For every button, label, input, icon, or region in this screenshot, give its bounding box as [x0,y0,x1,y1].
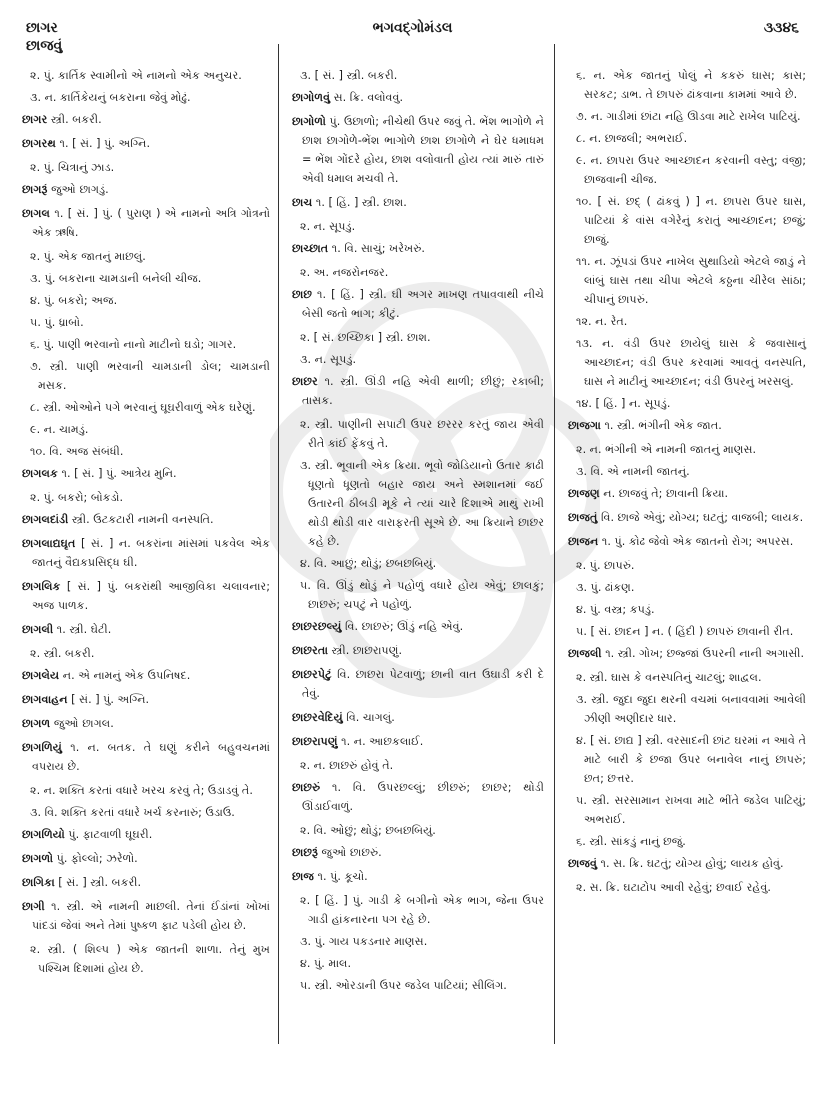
definition-text: ૨. સ. ક્રિ. ઘટાટોપ આવી રહેવું; છવાઈ રહેવું. [576,881,771,894]
page-header [0,8,825,54]
definition-text: ૨. પું. કાર્તિક સ્વામીનો એ નામનો એક અનુચર. [30,69,242,82]
definition-text: ૧. [ સં. ] પું. અગ્નિ. [55,137,151,150]
dictionary-entry [22,464,270,483]
definition-text: ન. છાજવું તે; છાવાની ક્રિયા. [599,487,729,500]
headword: છાછરાપણું [292,735,338,748]
definition-text: ૯. ન. ચામડું. [30,423,89,436]
dictionary-entry [22,577,270,615]
dictionary-entry [292,641,544,660]
definition-text: ૩. ન. કાર્તિકેયનું બકરાના જેવું મોઢું. [30,91,191,104]
dictionary-entry [568,532,806,551]
headword: છાગળ [22,717,51,730]
dictionary-entry [22,180,270,199]
definition-text: વિ. છાછરું; ઊંડું નહિ એવું. [341,620,464,633]
dictionary-entry [292,617,544,636]
headword: છાગળિયો [22,828,65,841]
entry-sense [568,129,806,148]
entry-sense [22,158,270,177]
definition-text: ૧. [ હિં. ] સ્ત્રી. ઘી અગર માખણ તપાવવાથી નીચે બેસી જતો ભાગ; કીટું. [302,288,544,320]
headword: છાગવાહન [22,693,68,706]
definition-text: ૧૧. ન. ઝૂંપડાં ઉપર નાખેલ સુથાડિયો એટલે જાડું ને લાંબું ઘાસ તથા ચીપા એટલે કઠ્ઠના ચીરેલ સાંઠા; ચીપાનું છાપરું. [576,255,806,306]
definition-text: ૧૩. ન. વંડી ઉપર છાયેલું ઘાસ કે જવાસાનું આચ્છાદન; વંડી ઉપર કરવામાં આવતું વનસ્પતિ, ઘાસ ને માટીનું આચ્છાદન; વંડી ઉપરનું ખરસલું. [576,337,806,388]
definition-text: ૩. પું. બકરાના ચામડાની બનેલી ચીજ. [30,272,202,285]
definition-text: પું. ફોલ્લો; ઝરેળો. [53,852,138,865]
entry-sense [22,940,270,978]
definition-text: વિ. છાછરા પેટવાળું; છાની વાત ઉઘાડી કરી દે તેવું. [302,668,544,700]
definition-text: જુઓ છાગલ. [50,717,114,730]
dictionary-entry [22,204,270,242]
entry-sense [568,151,806,189]
entry-sense [22,442,270,461]
entry-sense [568,600,806,619]
definition-text: ૪. [ સં. છાદ્ય ] સ્ત્રી. વરસાદની છાંટ ઘરમાં ન આવે તે માટે બારી કે છજા ઉપર બનાવેલ નાનું છાપરું; છત; છત્તર. [576,734,806,785]
definition-text: ૪. પું. બકરો; અજ. [30,294,118,307]
headword: છાજન [568,535,599,548]
headword: છાગલદાંડી [22,513,69,526]
definition-text: વિ. છાજે એવું; યોગ્ય; ઘટતું; વાજબી; લાયક. [597,511,804,524]
definition-text: ૮. ન. છાજલી; અભરાઈ. [576,132,688,145]
entry-sense [292,415,544,453]
entry-sense [568,878,806,897]
definition-text: ૧. ન. આછકલાઈ. [337,735,424,748]
definition-text: ૬. ન. એક જાતનું પોલું ને કકરું ઘાસ; કાસ; સરકટ; ડાભ. તે છાપરું ઢાંકવાના કામમાં આવે છે. [576,69,806,101]
dictionary-columns [22,66,807,1066]
entry-sense [22,420,270,439]
headword: છાગલેય [22,669,60,682]
definition-text: ૨. અ. નજરોનજર. [300,266,389,279]
dictionary-entry [22,714,270,733]
dictionary-entry [292,843,544,862]
entry-sense [22,781,270,800]
definition-text: પું. ફાટવાળી ઘૂઘરી. [64,828,153,841]
headword: છાછરતા [292,644,328,657]
definition-text: ૨. ન. ભંગીની એ નામની જાતનું માણસ. [576,443,757,456]
headword: છાછર [292,375,318,388]
definition-text: ન. એ નામનું એક ઉપનિષદ. [59,669,191,682]
dictionary-entry [22,534,270,572]
guide-word-first: છાગર [26,20,58,36]
entry-sense [292,821,544,840]
entry-sense [292,576,544,614]
entry-sense [22,357,270,395]
dictionary-entry [292,88,544,107]
definition-text: ૨. સ્ત્રી. પાણીની સપાટી ઉપર છરરર કરતું જાય એવી રીતે કાંઈ ફેંકવું તે. [300,418,544,450]
definition-text: ૨. પું. એક જાતનું માછલું. [30,250,146,263]
definition-text: ૧. વિ. સાચું; ખરેખરું. [328,242,425,255]
entry-sense [568,192,806,249]
headword: છાગિકા [22,876,55,889]
entry-sense [568,66,806,104]
entry-sense [22,335,270,354]
definition-text: ૩. પું. ગાય પકડનાર માણસ. [300,935,428,948]
book-title: ભગવદ્ગોમંડલ [372,20,453,36]
entry-sense [22,488,270,507]
definition-text: જુઓ છાગડું. [47,183,109,196]
entry-sense [22,269,270,288]
entry-sense [292,456,544,551]
dictionary-entry [292,239,544,258]
definition-text: ૩. વિ. શક્તિ કરતાં વધારે ખર્ચ કરનારું; ઉડાઉ. [30,806,235,819]
dictionary-entry [22,666,270,685]
headword: છાગર [22,113,48,126]
dictionary-entry [22,873,270,892]
entry-sense [568,556,806,575]
headword: છાજતું [568,511,598,524]
entry-sense [22,291,270,310]
dictionary-entry [22,510,270,529]
definition-text: સ્ત્રી. છાછરાપણું. [327,644,403,657]
entry-sense [292,954,544,973]
entry-sense [292,891,544,929]
column-divider [278,44,279,1044]
definition-text: ૨. પું. છાપરું. [576,559,635,572]
entry-sense [22,803,270,822]
headword: છાછ [292,288,313,301]
entry-sense [292,263,544,282]
dictionary-entry [568,508,806,527]
definition-text: ૫. [ સં. છાદન ] ન. ( હિંદી ) છાપરું છાવાની રીત. [576,625,794,638]
column-2 [284,66,550,1056]
headword: છાચ [292,196,313,209]
headword: છાગળિયું [22,741,62,754]
headword: છાજવું [568,857,597,870]
entry-sense [568,252,806,309]
entry-sense [292,217,544,236]
dictionary-entry [22,849,270,868]
entry-sense [568,312,806,331]
column-3 [560,66,812,1056]
definition-text: ૫. સ્ત્રી. ઓરડાની ઉપર જડેલ પાટિયાં; સીલિંગ. [300,979,507,992]
headword: છાજગા [568,419,601,432]
definition-text: [ સં. ] પું. અગ્નિ. [67,693,150,706]
headword: છાગોળવું [292,91,331,104]
dictionary-entry [292,778,544,816]
definition-text: ૧. સ્ત્રી. ગોખ; છજ્જાં ઉપરની નાની અગાસી. [601,647,805,660]
entry-sense [568,394,806,413]
headword: છાછરવેદિયું [292,711,343,724]
entry-sense [292,66,544,85]
dictionary-entry [292,732,544,751]
dictionary-entry [292,193,544,212]
definition-text: ૪. પું. વસ્ત્ર; કપડું. [576,603,655,616]
entry-sense [292,976,544,995]
dictionary-entry [568,644,806,663]
headword: છાગી [22,900,45,913]
dictionary-entry [568,854,806,873]
entry-sense [292,932,544,951]
definition-text: ૧૪. [ હિં. ] ન. સૂપડું. [576,397,671,410]
entry-sense [22,88,270,107]
dictionary-entry [22,110,270,129]
definition-text: ૧. સ્ત્રી. ઘેટી. [53,623,112,636]
dictionary-entry [568,484,806,503]
definition-text: ૮. સ્ત્રી. ઓઓને પગે ભરવાનું ઘૂઘરીવાળું એક ઘરેણું. [30,401,256,414]
definition-text: ૧. [ સં. ] પું. આત્રેય મુનિ. [57,467,177,480]
definition-text: ૧૦. વિ. અજ સંબંધી. [30,445,124,458]
entry-sense [568,690,806,728]
entry-sense [22,247,270,266]
entry-sense [568,731,806,788]
dictionary-entry [292,112,544,188]
dictionary-entry [292,372,544,410]
definition-text: ૩. સ્ત્રી. જુદા જુદા થરની વચમાં બનાવવામાં આવેલી ઝીણી અણીદાર ધાર. [576,693,806,725]
definition-text: ૩. સ્ત્રી. ભૂવાની એક ક્રિયા. ભૂવો જોડિયાનો ઉતાર કાઢી ધૂણતો ધૂણતો બહાર જાય અને સ્મશાનમાં જઈ ઉતારની ઠીબડી મૂકે ને ત્યાં ચારે દિશાએ માથું રાખી થોડી થોડી વાર વારાફરતી સૂએ છે. આ ક્રિયાને છાછર કહે છે. [300,459,544,548]
headword: છાછરછલ્યું [292,620,342,633]
entry-sense [568,107,806,126]
definition-text: ૧. સ્ત્રી. ઊંડી નહિ એવી થાળી; છીછું; રકાબી; તાસક. [302,375,544,407]
dictionary-entry [22,825,270,844]
entry-sense [292,554,544,573]
entry-sense [292,328,544,347]
definition-text: [ સં. ] ન. બકરાંના માંસમાં પકવેલ એક જાતનું વૈદ્યકપ્રસિદ્ધ ઘી. [32,537,270,569]
definition-text: સ. ક્રિ. વલોવવું. [330,91,404,104]
definition-text: ૧. વિ. ઉપરછલ્લું; છીછરું; છાછર; થોડી ઊંડાઈવાળું. [302,781,544,813]
entry-sense [568,440,806,459]
page-number: ૩૩૪૬ [763,20,799,36]
definition-text: ૨. સ્ત્રી. ઘાસ કે વનસ્પતિનું ચાટલું; શાદ્વલ. [576,671,762,684]
definition-text: ૧૦. [ સં. છદ્ ( ઢાંકવું ) ] ન. છાપરા ઉપર ઘાસ, પાટિયાં કે વાંસ વગેરેનું કરાતું આચ્છાદન; છજું; છાજું. [576,195,806,246]
definition-text: ૧. [ હિં. ] સ્ત્રી. છાશ. [312,196,407,209]
definition-text: [ સં. ] સ્ત્રી. બકરી. [54,876,142,889]
definition-text: ૨. પું. ચિત્રાનું ઝાડ. [30,161,115,174]
dictionary-entry [22,690,270,709]
entry-sense [22,66,270,85]
definition-text: ૨. સ્ત્રી. ( શિલ્પ ) એક જાતની શાળા. તેનું મુખ પશ્ચિમ દિશામાં હોય છે. [30,943,270,975]
definition-text: ૬. પું. પાણી ભરવાનો નાનો માટીનો ઘડો; ગાગર. [30,338,237,351]
headword: છાગલિક [22,580,61,593]
definition-text: ૧. સ. ક્રિ. ઘટતું; યોગ્ય હોવું; લાયક હોવું. [596,857,784,870]
definition-text: ૧. [ સં. ] પું. ( પુરાણ ) એ નામનો અત્રિ ગોત્રનો એક ઋષિ. [32,207,270,239]
entry-sense [22,398,270,417]
headword: છાગોળો [292,115,326,128]
definition-text: ૨. પું. બકરો; બોકડો. [30,491,124,504]
definition-text: ૨. ન. શક્તિ કરતાં વધારે ખરચ કરવું તે; ઉડાડવું તે. [30,784,253,797]
definition-text: ૩. વિ. એ નામની જાતનું. [576,465,690,478]
definition-text: ૧. પું. કૂચો. [313,870,368,883]
definition-text: વિ. ચાગલું. [342,711,395,724]
entry-sense [568,334,806,391]
definition-text: ૧. પું. કોઢ જેવો એક જાતનો રોગ; અપરસ. [598,535,794,548]
headword: છાગલાદ્યઘૃત [22,537,76,550]
guide-word-last: છાજવું [26,38,63,54]
definition-text: ૩. ન. સૂપડું. [300,353,357,366]
entry-sense [568,832,806,851]
dictionary-entry [292,708,544,727]
definition-text: [ સં. ] પું. બકરાંથી આજીવિકા ચલાવનાર; અજ પાળક. [32,580,270,612]
definition-text: ૭. ન. ગાડીમાં છાંટા નહિ ઊડવા માટે રાખેલ પાટિયું. [576,110,801,123]
definition-text: ૨. [ સં. છચ્છિકા ] સ્ત્રી. છાશ. [300,331,431,344]
headword: છાજણ [568,487,600,500]
entry-sense [292,756,544,775]
headword: છાગલ [22,207,51,220]
definition-text: ૩. પું. ઢાંકણ. [576,581,635,594]
dictionary-entry [292,665,544,703]
definition-text: સ્ત્રી. ઉટકટારી નામની વનસ્પતિ. [68,513,214,526]
entry-sense [568,668,806,687]
headword: છાજલી [568,647,602,660]
dictionary-entry [22,738,270,776]
dictionary-entry [568,416,806,435]
headword: છાગલી [22,623,54,636]
dictionary-entry [22,620,270,639]
definition-text: ૧. ન. બતક. તે ઘણું કરીને બહુવચનમાં વપરાય છે. [32,741,270,773]
definition-text: ૭. સ્ત્રી. પાણી ભરવાની ચામડાની ડોલ; ચામડાની મસક. [30,360,270,392]
definition-text: ૨. ન. સૂપડું. [300,220,356,233]
definition-text: ૫. પું. ધ્રાબો. [30,316,84,329]
definition-text: ૧૨. ન. રેત. [576,315,628,328]
definition-text: ૨. [ હિં. ] પું. ગાડી કે બગીનો એક ભાગ, જેના ઉપર ગાડી હાંકનારના પગ રહે છે. [300,894,544,926]
definition-text: જુઓ છાછરું. [318,846,382,859]
entry-sense [22,313,270,332]
definition-text: ૨. સ્ત્રી. બકરી. [30,647,95,660]
definition-text: ૪. વિ. આછું; થોડું; છબછબિયું. [300,557,437,570]
entry-sense [22,644,270,663]
definition-text: ૨. ન. છાછરું હોવું તે. [300,759,394,772]
column-1 [22,66,276,1056]
definition-text: ૧. સ્ત્રી. એ નામની માછલી. તેનાં ઈંડાંનાં ખોખાં પાંદડાં જેવાં અને તેમાં પુષ્કળ ફાટ પડેલી હોય છે. [32,900,270,932]
definition-text: સ્ત્રી. બકરી. [47,113,102,126]
headword: છાચ્છાત [292,242,329,255]
definition-text: ૬. સ્ત્રી. સાંકડું નાનું છજું. [576,835,686,848]
dictionary-entry [22,897,270,935]
dictionary-entry [292,285,544,323]
dictionary-entry [292,867,544,886]
headword: છાછરૂં [292,846,318,859]
definition-text: પું. ઉછાળો; નીચેથી ઉપર જવું તે. ભેંશ ભાગોળે ને છાશ છાગોળે-ભેંશ ભાગોળે છાશ છાગોળે ને ઘેર ધમાધમ = ભેંશ ગોંદરે હોય, છાશ વલોવાતી હોય ત્યાં મારું તારું એવી ધમાલ મચવી તે. [302,115,544,185]
entry-sense [568,462,806,481]
definition-text: ૩. [ સં. ] સ્ત્રી. બકરી. [300,69,398,82]
headword: છાજ [292,870,314,883]
entry-sense [292,350,544,369]
headword: છાગળો [22,852,54,865]
definition-text: ૯. ન. છાપરા ઉપર આચ્છાદન કરવાની વસ્તુ; વંજી; છાજવાની ચીજ. [576,154,806,186]
entry-sense [568,622,806,641]
headword: છાગરથ [22,137,56,150]
definition-text: ૫. સ્ત્રી. સરસામાન રાખવા માટે ભીંતે જડેલ પાટિયું; અભરાઈ. [576,794,806,826]
dictionary-entry [22,134,270,153]
entry-sense [568,578,806,597]
headword: છાગલક [22,467,58,480]
definition-text: ૧. સ્ત્રી. ભંગીની એક જાત. [600,419,722,432]
definition-text: ૫. વિ. ઊંડું થોડું ને પહોળું વધારે હોય એવું; છાલકું; છાછરું; ચપટું ને પહોળું. [300,579,544,611]
definition-text: ૪. પું. માલ. [300,957,352,970]
definition-text: ૨. વિ. ઓછું; થોડું; છબછબિયું. [300,824,436,837]
headword: છાગરૂં [22,183,48,196]
entry-sense [568,791,806,829]
headword: છાછરપેટું [292,668,332,681]
headword: છાછરું [292,781,321,794]
column-divider [554,44,555,1044]
